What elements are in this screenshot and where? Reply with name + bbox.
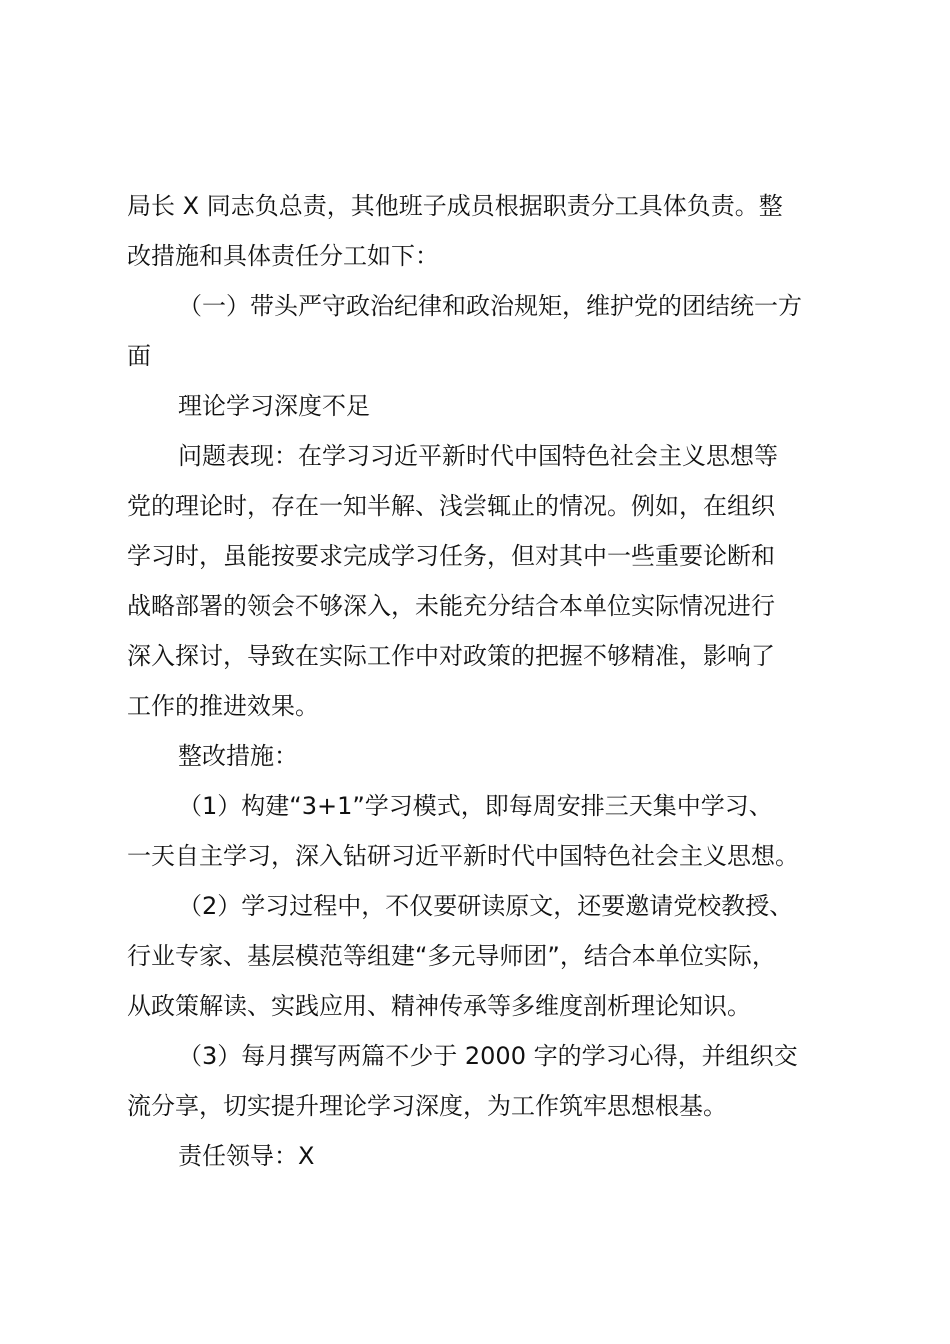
- responsible-leader: 责任领导：X: [178, 1142, 315, 1170]
- body-text-line: 问题表现：在学习习近平新时代中国特色社会主义思想等: [178, 442, 778, 470]
- section-heading: （一）带头严守政治纪律和政治规矩，维护党的团结统一方: [178, 292, 802, 320]
- subheading: 整改措施：: [178, 742, 298, 770]
- list-item-continued: 从政策解读、实践应用、精神传承等多维度剖析理论知识。: [127, 992, 751, 1020]
- section-heading-continued: 面: [127, 342, 151, 370]
- list-item: （2）学习过程中，不仅要研读原文，还要邀请党校教授、: [178, 892, 794, 920]
- body-text-line: 党的理论时，存在一知半解、浅尝辄止的情况。例如，在组织: [127, 492, 775, 520]
- list-item-continued: 流分享，切实提升理论学习深度，为工作筑牢思想根基。: [127, 1092, 727, 1120]
- body-text-line: 战略部署的领会不够深入，未能充分结合本单位实际情况进行: [127, 592, 775, 620]
- subheading: 理论学习深度不足: [178, 392, 370, 420]
- list-item: （3）每月撰写两篇不少于 2000 字的学习心得，并组织交: [178, 1042, 798, 1070]
- body-text-line: 学习时，虽能按要求完成学习任务，但对其中一些重要论断和: [127, 542, 775, 570]
- list-item: （1）构建“3+1”学习模式，即每周安排三天集中学习、: [178, 792, 773, 820]
- body-text-line: 局长 X 同志负总责，其他班子成员根据职责分工具体负责。整: [127, 192, 783, 220]
- list-item-continued: 行业专家、基层模范等组建“多元导师团”，结合本单位实际，: [127, 942, 776, 970]
- list-item-continued: 一天自主学习，深入钻研习近平新时代中国特色社会主义思想。: [127, 842, 799, 870]
- body-text-line: 工作的推进效果。: [127, 692, 319, 720]
- body-text-line: 改措施和具体责任分工如下：: [127, 242, 439, 270]
- body-text-line: 深入探讨，导致在实际工作中对政策的把握不够精准，影响了: [127, 642, 775, 670]
